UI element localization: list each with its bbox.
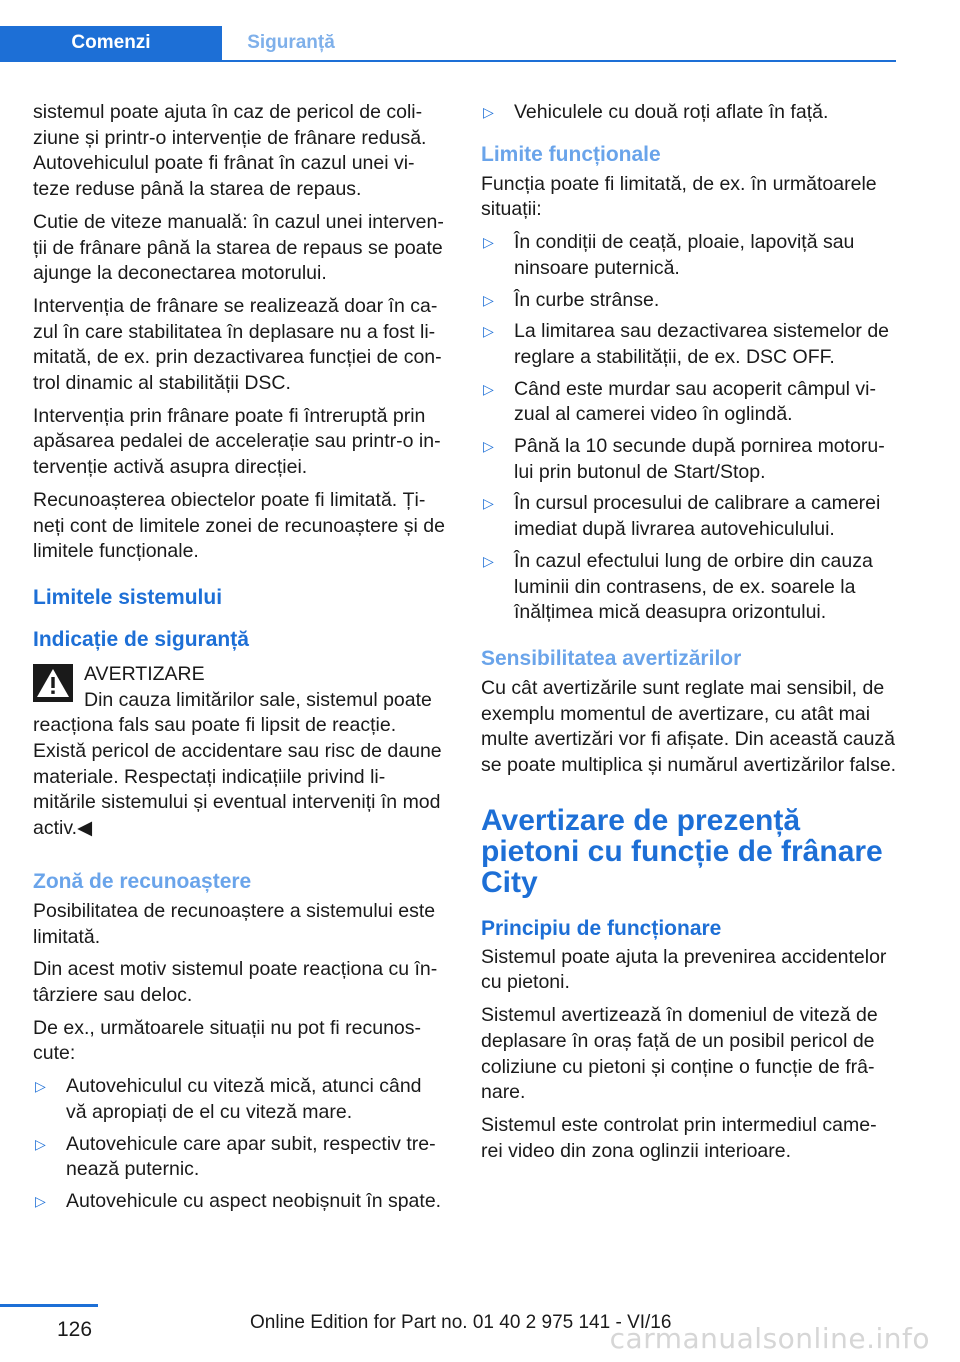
paragraph: Intervenția prin frânare poate fi întreruptă prin apăsarea pedalei de accelerație sau printr-o in‐tervenție activă asupra direcției. xyxy=(33,404,441,479)
list-item xyxy=(481,549,897,626)
list-item-text: În cazul efectului lung de orbire din cauza luminii din contrasens, de ex. soarele la înălțimea mică deasupra orizontului. xyxy=(514,549,873,624)
warning-title: AVERTIZARE xyxy=(84,662,205,685)
bullet-list xyxy=(481,230,897,626)
list-item-text: Autovehiculul cu viteză mică, atunci când vă apropiați de el cu viteză mare. xyxy=(66,1075,422,1123)
paragraph: sistemul poate ajuta în caz de pericol de coli‐ziune și printr-o intervenție de frânare redusă. Autovehiculul poate fi frânat în cazul unei vi‐teze reduse până la starea de repaus. xyxy=(33,101,427,201)
paragraph: Intervenția de frânare se realizează doar în ca‐zul în care stabilitatea în deplasare nu a fost li‐mitată, de ex. prin dezactivarea funcției de con‐trol dinamic al stabilității DSC. xyxy=(33,294,442,395)
heading-pedestrian-warning: Avertizare de prezență pietoni cu funcție de frânare City xyxy=(481,803,883,899)
heading-safety-note: Indicație de siguranță xyxy=(33,627,249,651)
list-item-text: La limitarea sau dezactivarea sistemelor de reglare a stabilității, de ex. DSC OFF. xyxy=(514,320,890,368)
heading-functional-limits: Limite funcționale xyxy=(481,142,661,166)
list-item xyxy=(33,1132,447,1183)
paragraph: Sistemul poate ajuta la prevenirea accidentelor cu pietoni. xyxy=(481,945,887,994)
list-item xyxy=(481,377,897,428)
warning-text: Din cauza limitărilor sale, sistemul poate reacționa fals sau poate fi lipsit de reacție. Există pericol de accidentare sau risc de daune materiale. Respectați indicațiile privind li‐mitările sistemului și eventual interveniți în mod activ.◀ xyxy=(33,688,442,840)
list-item xyxy=(481,491,897,542)
paragraph: Din acest motiv sistemul poate reacționa cu în‐târziere sau deloc. xyxy=(33,958,438,1006)
triangle-right-icon: ▷ xyxy=(483,552,494,569)
bullet-list xyxy=(481,100,897,126)
list-item-text: Când este murdar sau acoperit câmpul vi‐zual al camerei video în oglindă. xyxy=(514,377,876,426)
paragraph: Cutie de viteze manuală: în cazul unei interven‐ții de frânare până la starea de repaus se poate ajunge la deconectarea motorului. xyxy=(33,210,444,285)
list-item xyxy=(481,230,897,281)
heading-system-limits: Limitele sistemului xyxy=(33,585,223,609)
paragraph: Recunoașterea obiectelor poate fi limitată. Ți‐neți cont de limitele zonei de recunoaștere și de limitele funcționale. xyxy=(33,488,445,563)
bullet-list xyxy=(33,1074,447,1215)
triangle-right-icon: ▷ xyxy=(35,1192,46,1209)
list-item xyxy=(481,434,897,485)
edition-text: Online Edition for Part no. 01 40 2 975 141 - VI/16 xyxy=(250,1312,672,1333)
tab-siguranta[interactable]: Siguranță xyxy=(247,32,335,53)
paragraph: Sistemul este controlat prin intermediul came‐rei video din zona oglinzii interioare. xyxy=(481,1113,877,1162)
page-number: 126 xyxy=(57,1318,93,1341)
footer-accent-line xyxy=(0,1304,98,1307)
list-item-text: În condiții de ceață, ploaie, lapoviță sau ninsoare puternică. xyxy=(514,231,855,279)
warning-block xyxy=(33,662,447,842)
triangle-right-icon: ▷ xyxy=(483,104,494,120)
heading-recognition-zone: Zonă de recunoaștere xyxy=(33,869,252,893)
triangle-right-icon: ▷ xyxy=(35,1078,46,1095)
list-item xyxy=(33,1074,447,1125)
right-column xyxy=(481,100,897,1171)
list-item xyxy=(33,1189,447,1215)
list-item-text: Vehiculele cu două roți aflate în față. xyxy=(514,101,829,123)
triangle-right-icon: ▷ xyxy=(483,323,494,340)
paragraph: Sistemul avertizează în domeniul de viteză de deplasare în oraș față de un posibil pericol de coliziune cu pietoni și conține o funcție de frâ‐nare. xyxy=(481,1004,878,1104)
paragraph: Cu cât avertizările sunt reglate mai sensibil, de exemplu momentul de avertizare, cu atât mai multe avertizări vor fi afișate. Din această cauză se poate multiplica și numărul avertizărilor false. xyxy=(481,676,897,777)
warning-triangle-icon xyxy=(33,664,73,702)
list-item xyxy=(481,319,897,370)
triangle-right-icon: ▷ xyxy=(483,495,494,512)
list-item-text: Autovehicule cu aspect neobișnuit în spate. xyxy=(66,1189,442,1212)
list-item-text: În curbe strânse. xyxy=(514,288,660,311)
triangle-right-icon: ▷ xyxy=(483,438,494,455)
left-column xyxy=(33,100,447,1221)
list-item-text: În cursul procesului de calibrare a camerei imediat după livrarea autovehiculului. xyxy=(514,492,881,541)
header-tabs xyxy=(0,26,896,62)
tab-comenzi[interactable]: Comenzi xyxy=(0,26,222,60)
triangle-right-icon: ▷ xyxy=(483,234,494,251)
paragraph: Funcția poate fi limitată, de ex. în următoarele situații: xyxy=(481,172,877,221)
list-item xyxy=(481,100,897,126)
list-item-text: Până la 10 secunde după pornirea motoru‐lui prin butonul de Start/Stop. xyxy=(514,435,885,483)
paragraph: De ex., următoarele situații nu pot fi recunos‐cute: xyxy=(33,1016,422,1065)
triangle-right-icon: ▷ xyxy=(35,1135,46,1152)
triangle-right-icon: ▷ xyxy=(483,380,494,397)
watermark: carmanualsonline.info xyxy=(609,1322,930,1355)
list-item-text: Autovehicule care apar subit, respectiv tre‐nează puternic. xyxy=(66,1132,436,1181)
heading-warning-sensitivity: Sensibilitatea avertizărilor xyxy=(481,646,742,670)
triangle-right-icon: ▷ xyxy=(483,291,494,308)
list-item xyxy=(481,288,897,314)
heading-operating-principle: Principiu de funcționare xyxy=(481,916,722,940)
paragraph: Posibilitatea de recunoaștere a sistemului este limitată. xyxy=(33,899,436,948)
